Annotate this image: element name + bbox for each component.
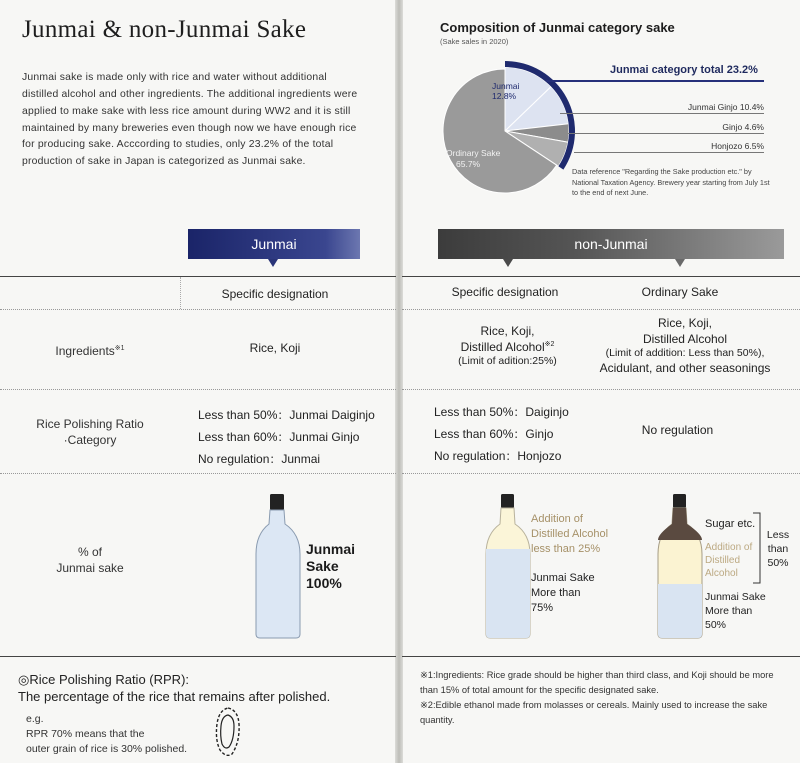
leader-line-honjozo [574,152,764,153]
non-junmai-arrow-specific [503,259,513,267]
footnote-1: ※1:Ingredients: Rice grade should be higher than third class, and Koji should be more than 15% of total amount for the specific designated sake. [420,670,774,696]
non-polishing-daiginjo: Less than 50%：Daiginjo [434,405,569,419]
row-divider [0,389,396,390]
row-divider [402,389,800,390]
row-label-percent: % of Junmai sake [56,545,124,576]
row-divider [0,473,396,474]
ordinary-bottle-icon [656,494,706,640]
pie-value-junmai: 12.8% [492,91,517,101]
chart-subtitle: (Sake sales in 2020) [440,37,509,46]
junmai-arrow [268,259,278,267]
ordinary-alcohol-note: Addition of Distilled Alcohol [705,542,753,579]
pie-chart [430,56,580,206]
rpr-definition [18,672,330,706]
non-junmai-header-band: non-Junmai [438,229,784,259]
junmai-polishing-junmai: No regulation：Junmai [198,452,321,467]
rpr-text: The percentage of the rice that remains after polished. [18,688,331,704]
non-specific-ingredients: Rice, Koji, Distilled Alcohol$^{※2}$ (Limit of adition:25%) [458,324,557,368]
row-divider [0,309,396,310]
ordinary-ingredients: Rice, Koji, Distilled Alcohol (Limit of addition: Less than 50%), Acidulant, and other seasonings [599,316,771,375]
footnote-2: ※2:Edible ethanol made from molasses or cereals. Mainly used to increase the sake quantity. [420,700,768,726]
pie-label-ordinary: Ordinary Sake [446,148,501,158]
rpr-heading: ◎Rice Polishing Ratio (RPR): [18,672,190,687]
non-specific-bottle-icon [484,494,534,640]
col-header-non-specific: Specific designation [451,285,559,299]
rpr-example: e.g. RPR 70% means that the outer grain of rice is 30% polished. [26,713,188,756]
ordinary-less-than-50: Less than 50% [766,529,790,570]
intro-paragraph: Junmai sake is made only with rice and water without additional distilled alcohol and other ingredients. The additional ingredients were applied to make sake with less rice amount during WW2 and it is still maintained by many breweries even though now we have enough rice for producing sake. Acccording to studies, only 23.2% of the total production of sake in Japan is categorized as Junmai sake. [22,72,358,168]
ordinary-junmai-share: Junmai Sake More than 50% [705,591,766,632]
row-divider [402,473,800,474]
leader-line-ginjo [568,133,764,134]
rice-grain-icon [214,706,242,758]
junmai-total-label: Junmai category total 23.2% [610,64,758,76]
col-header-ordinary: Ordinary Sake [641,285,719,299]
non-polishing-ginjo: Less than 60%：Ginjo [434,427,554,442]
non-polishing-honjozo: No regulation：Honjozo [434,449,562,464]
junmai-total-line [546,80,764,82]
label-honjozo: Honjozo 6.5% [711,141,764,151]
junmai-polishing-ginjo: Less than 60%：Junmai Ginjo [198,430,360,445]
table-top-rule-right [402,276,800,277]
pie-value-ordinary: 65.7% [456,159,481,169]
footnotes [420,668,790,728]
page-title: Junmai & non-Junmai Sake [22,16,307,43]
row-label-polishing: Rice Polishing Ratio ·Category [36,417,144,448]
chart-title: Composition of Junmai category sake [440,20,675,35]
junmai-polishing-daiginjo: Less than 50%：Junmai Daiginjo [198,408,375,422]
junmai-polishing-list [198,404,393,471]
table-top-rule-left [0,276,396,277]
col-header-junmai-specific: Specific designation [221,287,329,301]
table-col-divider [180,277,181,309]
data-source-note: Data reference "Regarding the Sake production etc." by National Taxation Agency. Brewery year starting from July 1st to the end of next June. [572,167,770,198]
junmai-ingredients: Rice, Koji [249,341,301,355]
label-ginjo: Ginjo 4.6% [722,122,764,132]
table-bottom-rule-right [402,656,800,657]
row-label-ingredients: Ingredients$^{※1}$ [55,344,125,358]
ordinary-sugar-note: Sugar etc. [705,518,756,530]
label-junmai-ginjo: Junmai Ginjo 10.4% [687,102,764,112]
leader-line-junmai-ginjo [560,113,764,114]
row-divider [402,309,800,310]
non-polishing-list [434,401,604,468]
non-specific-junmai-share: Junmai Sake More than 75% [531,572,595,614]
junmai-bottle-icon [254,494,304,640]
junmai-header-band: Junmai [188,229,360,259]
non-junmai-arrow-ordinary [675,259,685,267]
non-specific-alcohol-note: Addition of Distilled Alcohol less than 25% [531,513,609,555]
book-spine [395,0,403,763]
pie-label-junmai: Junmai [492,81,520,91]
junmai-100-label: Junmai Sake 100% [306,541,356,591]
ordinary-polishing: No regulation [641,423,714,437]
table-bottom-rule-left [0,656,396,657]
ordinary-bracket [752,512,762,584]
